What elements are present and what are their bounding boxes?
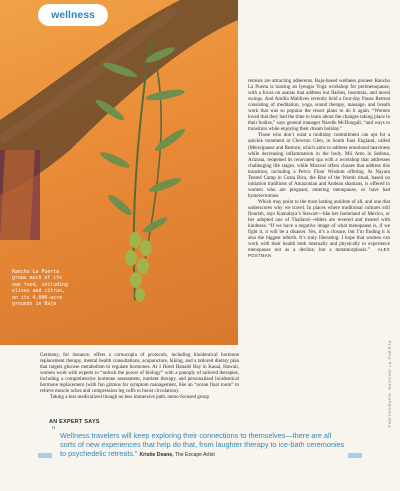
photo-caption: Rancho La Puerta grows much of its own food, including olives and citrus, on its 4,000-acre grounds in Baja bbox=[12, 269, 68, 308]
bottom-paragraph-1: Germany, for instance, offers a cornucopia of protocols, including bioidentical hormone replacement therapy, mental health consultations, acupuncture, hiking, and a tailored dietary plan that targets glucose metabolism to regulate hormones. At 1 Hotel Hanalei Bay in Kauai, Hawaii, women work with experts to “unlock the power of biology” with a panoply of tailored therapies, including a comprehensive hormone assessment, nutrient therapy, and personalized bioidentical hormone replacement (with fun gizmos for symptom management, like an “ocean float room” to relieve muscle aches and compression leg cuffs to boost circulation). bbox=[40, 352, 239, 395]
quote-mark-icon: “ bbox=[52, 425, 56, 436]
olive-branch-photo bbox=[0, 0, 238, 345]
expert-name: Kristie Deane, bbox=[139, 452, 174, 459]
expert-quote bbox=[60, 431, 345, 461]
bottom-paragraph-2: Taking a less medicalized though no less immersive path, meno-focused group bbox=[50, 394, 210, 401]
right-column-text bbox=[248, 78, 390, 259]
quote-box bbox=[52, 427, 348, 484]
right-paragraph-3-text: Which may point to the most lasting antidote of all, and one that underscores why we travel. In places where traditional cultures still flourish, says Kamalaya’s Stewart—like her homeland of Mexico, or her adopted one of Thailand—elders are revered and treated with kindness. “If we have a negative image of what menopause is, if we fight it, it will be a disaster. Yes, it’s a closure, but I’m finding it is also the biggest rebirth. It’s truly liberating. I hope that women can work with their health both internally and physically to experience menopause not as a decline, but a metamorphosis.” bbox=[248, 198, 390, 254]
expert-org: The Escape Artist bbox=[174, 452, 215, 459]
bottom-column-text bbox=[40, 352, 239, 400]
expert-quote-text: Wellness travelers will keep exploring their connections to themselves—there are all sorts of new experiences that help do that, from laughter therapy to ice-bath ceremonies to psychedelic retreats.” bbox=[60, 431, 345, 459]
expert-attribution bbox=[140, 452, 215, 458]
photo-credit: PHOTOGRAPH: RANCHO LA PUERTA bbox=[387, 340, 392, 428]
expert-quote-block bbox=[30, 427, 370, 484]
right-paragraph-2: Those who don’t want a multiday commitment can opt for a quickie treatment at Chewton Glen, in South East England, called (Meno)pause and Restore, which aims to address emotional heaviness while decreasing inflammation in the body. Mii Amo in Sedona, Arizona, reopened its renovated spa with a workshop that addresses challenging life stages, while Miraval offers classes that address this transition, including a Pelvic Floor Wisdom offering. At Nayara Tented Camp in Costa Rica, the Rite of the Womb ritual, based on initiation traditions of Amazonian and Andean shamans, is offered to women who are pregnant, entering menopause, or have had hysterectomies. bbox=[248, 132, 390, 199]
expert-label: AN EXPERT SAYS bbox=[49, 419, 100, 425]
right-paragraph-1: retreats are attracting adherents. Baja-based wellness pioneer Rancho La Puerta is hosting an Iyengar Yoga workshop for perimenopause, with a focus on asanas that address hot flashes, insomnia, and mood swings. And Amilla Maldives recently held a four-day Pause Retreat consisting of meditation, yoga, sound therapy, massage, and breath work that was so popular the resort plans to do it again. “Women loved that they had the time to learn about the changes taking place in their bodies,” says general manager Narelle McDougall, “and ways to transition while enjoying their dream holiday.” bbox=[248, 78, 390, 133]
section-tag: wellness bbox=[38, 4, 108, 26]
right-paragraph-3 bbox=[248, 199, 390, 259]
author-signature: ALEX POSTMAN bbox=[248, 247, 390, 259]
